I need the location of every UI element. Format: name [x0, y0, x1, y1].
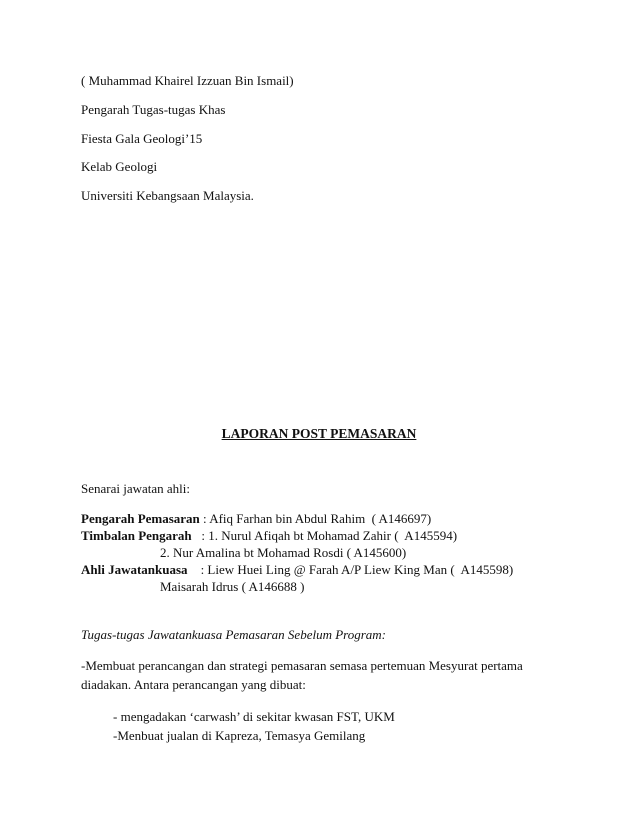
club-name: Kelab Geologi: [81, 159, 158, 174]
deputy-value: : 1. Nurul Afiqah bt Mohamad Zahir ( A145594): [191, 528, 458, 543]
tasks-paragraph-line-1: -Membuat perancangan dan strategi pemasaran semasa pertemuan Mesyurat pertama: [81, 658, 523, 673]
director-label: Pengarah Pemasaran: [81, 511, 200, 526]
committee-value: : Liew Huei Ling @ Farah A/P Liew King Man ( A145598): [187, 562, 514, 577]
university-name: Universiti Kebangsaan Malaysia.: [81, 188, 254, 203]
members-heading: Senarai jawatan ahli:: [81, 481, 191, 496]
director-value: : Afiq Farhan bin Abdul Rahim ( A146697): [199, 511, 432, 526]
list-item: -Menbuat jualan di Kapreza, Temasya Gemilang: [113, 728, 366, 743]
signatory-position: Pengarah Tugas-tugas Khas: [81, 102, 226, 117]
member-row-committee-2: Maisarah Idrus ( A146688 ): [160, 579, 305, 594]
tasks-paragraph-line-2: diadakan. Antara perancangan yang dibuat:: [81, 677, 306, 692]
member-row-deputy: [81, 528, 457, 544]
member-row-director: [81, 511, 431, 527]
deputy-label: Timbalan Pengarah: [81, 528, 192, 543]
list-item: - mengadakan ‘carwash’ di sekitar kwasan FST, UKM: [113, 709, 395, 724]
member-row-deputy-2: 2. Nur Amalina bt Mohamad Rosdi ( A145600): [160, 545, 407, 560]
committee-label: Ahli Jawatankuasa: [81, 562, 188, 577]
event-name: Fiesta Gala Geologi’15: [81, 131, 203, 146]
tasks-heading: Tugas-tugas Jawatankuasa Pemasaran Sebelum Program:: [81, 627, 387, 642]
member-row-committee: [81, 562, 513, 578]
signatory-name: ( Muhammad Khairel Izzuan Bin Ismail): [81, 73, 294, 88]
report-title: LAPORAN POST PEMASARAN: [221, 426, 417, 441]
